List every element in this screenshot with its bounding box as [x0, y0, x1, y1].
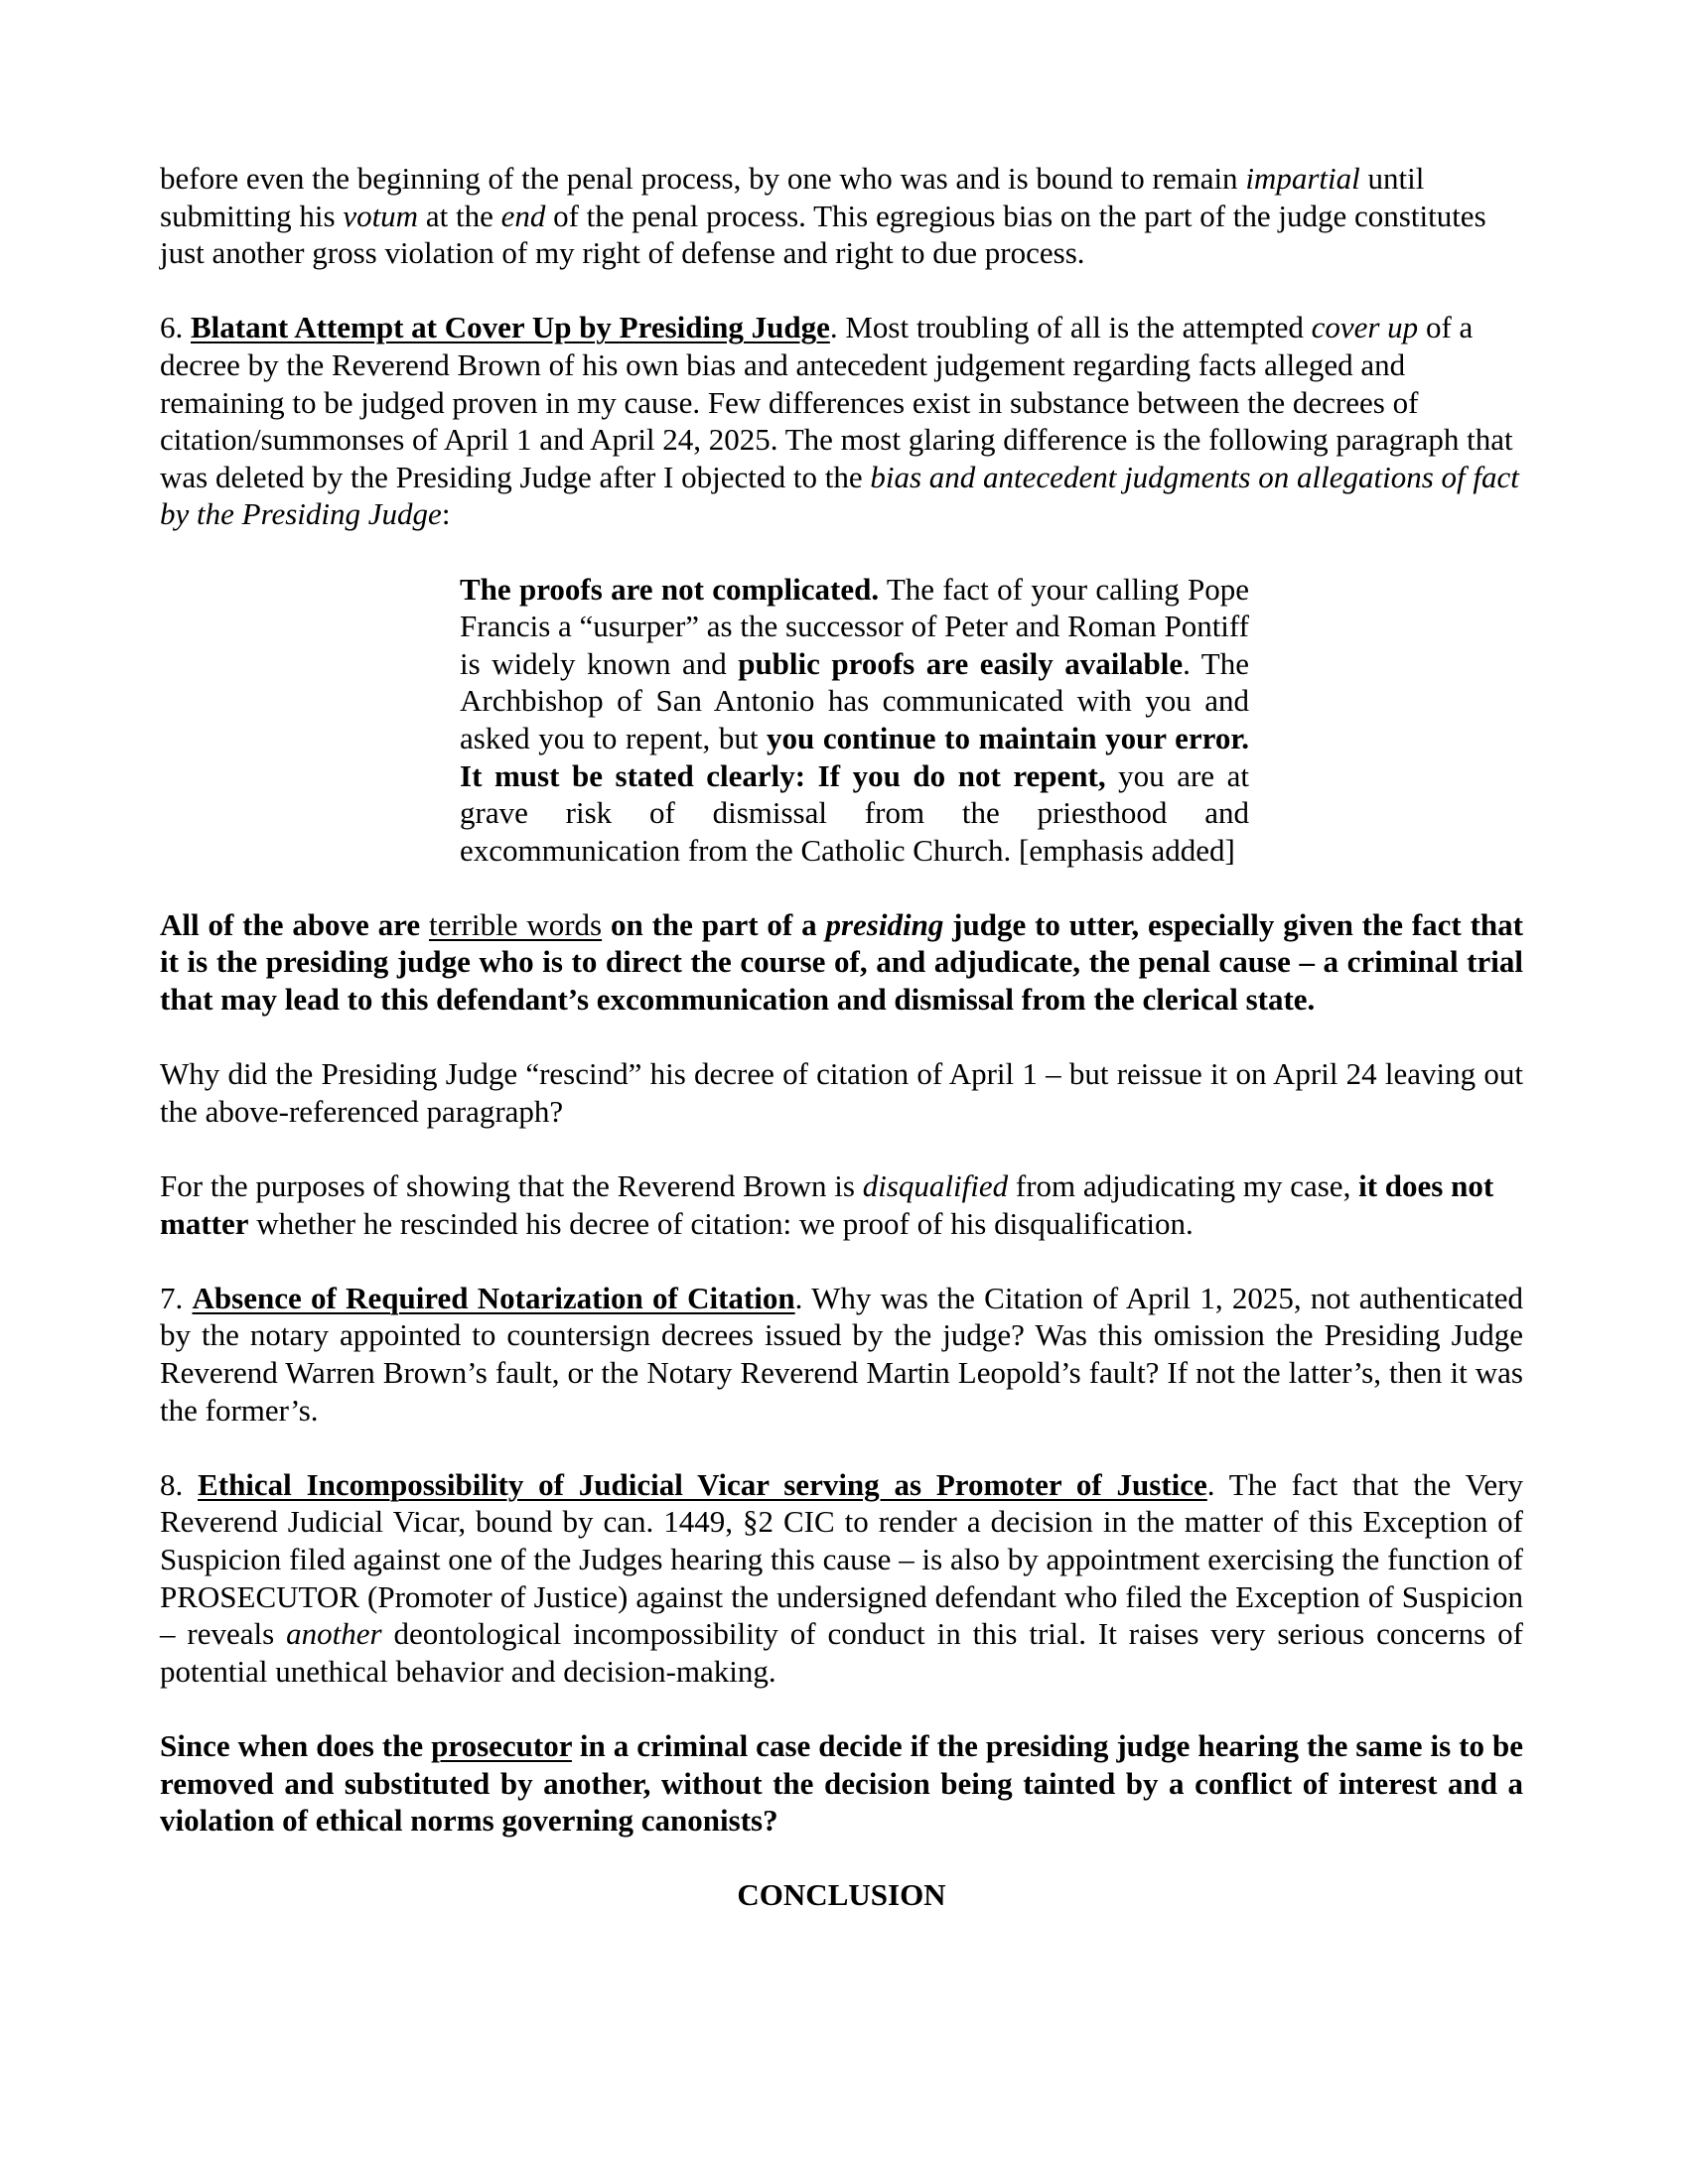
section-7-paragraph — [160, 1280, 1523, 1429]
text: at the — [418, 198, 501, 233]
text: deontological incompossibility of conduct in this trial. It raises very serious concerns of potential unethical behavior and decision-making. — [160, 1616, 1523, 1689]
text: whether he rescinded his decree of citation: we proof of his disqualification. — [248, 1205, 1194, 1241]
section-8-paragraph — [160, 1466, 1523, 1691]
text: : — [441, 496, 451, 532]
italic-text: votum — [343, 198, 419, 233]
text: . Most troubling of all is the attempted — [829, 310, 1312, 345]
conclusion-heading: CONCLUSION — [737, 1877, 946, 1913]
text: in a criminal case decide if the presiding judge hearing the same is to be removed and substituted by another, without the decision being tainted by a conflict of interest and a violation of ethical norms governing canonists? — [160, 1727, 1523, 1839]
bold-text: you continue to maintain your error. It must be stated clearly: If you do not repent, — [460, 720, 1249, 793]
section-number: 8. — [160, 1466, 199, 1502]
disqualification-paragraph — [160, 1167, 1523, 1242]
section-heading: Absence of Required Notarization of Citation — [192, 1280, 795, 1315]
text: from adjudicating my case, — [1008, 1168, 1359, 1204]
document-page — [160, 160, 1523, 1914]
italic-text: impartial — [1245, 161, 1360, 196]
text: before even the beginning of the penal process, by one who was and is bound to remain — [160, 161, 1246, 196]
underlined-text: prosecutor — [431, 1727, 572, 1763]
text: of a decree by the Reverend Brown of his own bias and antecedent judgement regarding facts alleged and remaining to be judged proven in my cause. Few differences exist in substance between the decrees of citation/summonses of April 1 and April 24, 2025. The most glaring difference is the following paragraph that was deleted by the Presiding Judge after I objected to the — [160, 310, 1513, 494]
text: For the purposes of showing that the Reverend Brown is — [160, 1168, 863, 1204]
text: of the penal process. This egregious bias on the part of the judge constitutes just another gross violation of my right of defense and right to due process. — [160, 198, 1486, 271]
italic-text: end — [500, 198, 546, 233]
bold-paragraph-prosecutor — [160, 1727, 1523, 1840]
continuation-paragraph — [160, 160, 1523, 272]
text: until submitting his — [160, 161, 1425, 233]
underlined-text: terrible words — [428, 906, 603, 942]
bold-text: public proofs are easily available — [738, 645, 1184, 681]
bold-text: The proofs are not complicated. — [460, 571, 880, 607]
italic-text: cover up — [1311, 310, 1419, 345]
italic-text: bias and antecedent judgments on allegations of fact by the Presiding Judge — [160, 459, 1519, 532]
italic-text: presiding — [825, 906, 944, 942]
section-heading: Ethical Incompossibility of Judicial Vicar serving as Promoter of Justice — [198, 1466, 1207, 1502]
bold-paragraph-terrible-words — [160, 906, 1523, 1019]
section-number: 6. — [160, 310, 191, 345]
question-paragraph — [160, 1055, 1523, 1130]
section-6-paragraph — [160, 309, 1523, 533]
text: . Why was the Citation of April 1, 2025, not authenticated by the notary appointed to countersign decrees issued by the judge? Was this omission the Presiding Judge Reverend Warren Brown’s fault, or the Notary Reverend Martin Leopold’s fault? If not the latter’s, then it was the former’s. — [160, 1280, 1524, 1428]
text: . The fact that the Very Reverend Judicial Vicar, bound by can. 1449, §2 CIC to render a decision in the matter of this Exception of Suspicion filed against one of the Judges hearing this cause – is also by appointment exercising the function of PROSECUTOR (Promoter of Justice) against the undersigned defendant who filed the Exception of Suspicion – reveals — [160, 1466, 1523, 1652]
bold-text: it does not matter — [160, 1168, 1494, 1241]
text: you are at grave risk of dismissal from the priesthood and excommunication from the Catholic Church. [emphasis added] — [460, 757, 1249, 868]
text: All of the above are — [160, 906, 429, 942]
text: Why did the Presiding Judge “rescind” his decree of citation of April 1 – but reissue it on April 24 leaving out the above-referenced paragraph? — [160, 1056, 1523, 1129]
section-heading: Blatant Attempt at Cover Up by Presiding Judge — [191, 310, 830, 345]
italic-text: disqualified — [862, 1168, 1009, 1204]
text: . The Archbishop of San Antonio has communicated with you and asked you to repent, but — [460, 645, 1249, 755]
text: Since when does the — [160, 1727, 432, 1763]
section-number: 7. — [160, 1280, 193, 1315]
italic-text: another — [286, 1616, 382, 1652]
text: judge to utter, especially given the fact that it is the presiding judge who is to direct the course of, and adjudicate, the penal cause – a criminal trial that may lead to this defendant’s excommunication and dismissal from the clerical state. — [160, 906, 1524, 1018]
block-quote — [460, 571, 1249, 870]
text: on the part of a — [602, 906, 826, 942]
text: The fact of your calling Pope Francis a “usurper” as the successor of Peter and Roman Pontiff is widely known and — [460, 571, 1249, 681]
